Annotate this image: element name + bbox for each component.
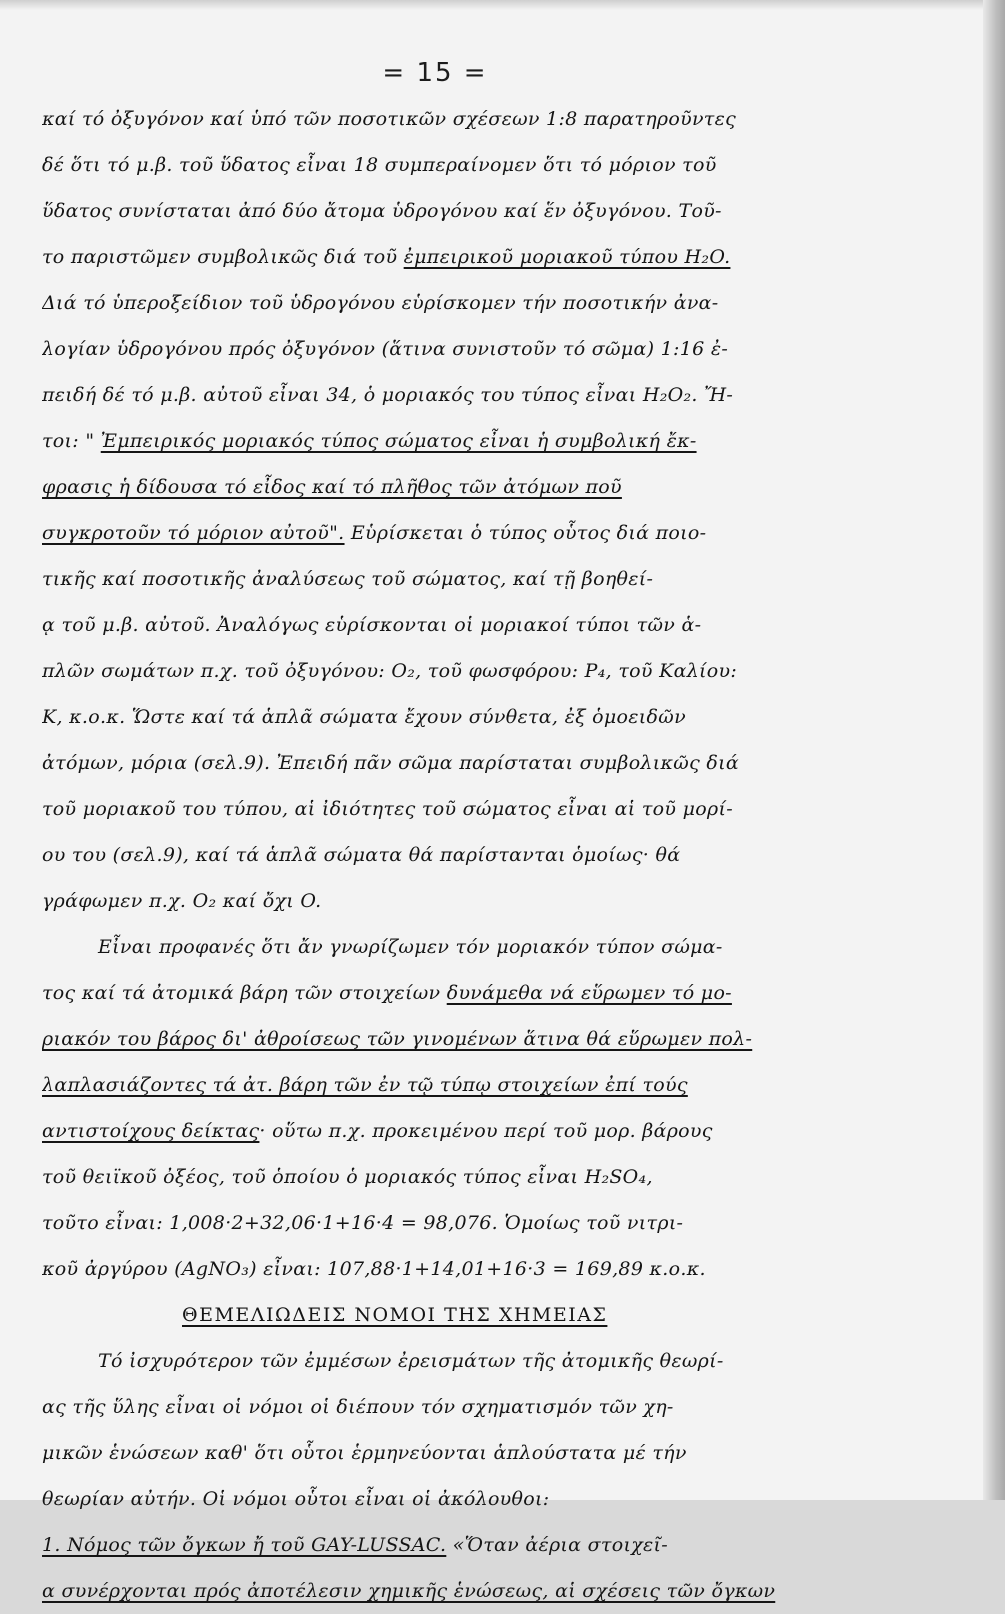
underlined-text: ριακόν του βάρος δι' ἀθροίσεως τῶν γινομένων ἅτινα θά εὕρωμεν πολ- [42,1028,753,1050]
text-segment: ου του (σελ.9), καί τά ἁπλᾶ σώματα θά παρίστανται ὁμοίως· θά [42,844,681,866]
text-segment: τοι: " [42,430,101,452]
text-segment: θεωρίαν αὐτήν. Οἱ νόμοι οὗτοι εἶναι οἱ ἀκόλουθοι: [42,1488,550,1510]
text-segment: ᾳ τοῦ μ.β. αὐτοῦ. Ἀναλόγως εὑρίσκονται οἱ μοριακοί τύποι τῶν ἁ- [42,614,702,636]
text-segment: λογίαν ὑδρογόνου πρός ὀξυγόνον (ἅτινα συνιστοῦν τό σῶμα) 1:16 ἐ- [42,338,729,360]
text-line [42,1016,832,1062]
underlined-text: δυνάμεθα νά εὕρωμεν τό μο- [446,982,732,1004]
text-line [42,1568,832,1614]
text-segment: ἀτόμων, μόρια (σελ.9). Ἐπειδή πᾶν σῶμα παρίσταται συμβολικῶς διά [42,752,739,774]
text-line [42,694,832,740]
text-line [42,1476,832,1522]
underlined-text: λαπλασιάζοντες τά ἀτ. βάρη τῶν ἐν τῷ τύπῳ στοιχείων ἐπί τούς [42,1074,688,1096]
text-line [42,1200,832,1246]
text-line [42,464,832,510]
text-segment: «Ὅταν ἀέρια στοιχεῖ- [446,1534,668,1556]
text-line [42,648,832,694]
text-line [42,280,832,326]
text-line [42,1430,832,1476]
text-segment: πλῶν σωμάτων π.χ. τοῦ ὀξυγόνου: O₂, τοῦ φωσφόρου: P₄, τοῦ Καλίου: [42,660,738,682]
text-segment: γράφωμεν π.χ. O₂ καί ὄχι O. [42,890,322,912]
text-line [42,418,832,464]
text-segment: ας τῆς ὕλης εἶναι οἱ νόμοι οἱ διέπουν τόν σχηματισμόν τῶν χη- [42,1396,674,1418]
text-line [42,1062,832,1108]
text-line [42,188,832,234]
text-segment: Διά τό ὑπεροξείδιον τοῦ ὑδρογόνου εὑρίσκομεν τήν ποσοτικήν ἀνα- [42,292,719,314]
page-number: = 15 = [382,58,488,88]
text-segment: το παριστῶμεν συμβολικῶς διά τοῦ [42,246,404,268]
text-line [42,740,832,786]
text-segment: τοῦ θειϊκοῦ ὀξέος, τοῦ ὁποίου ὁ μοριακός τύπος εἶναι H₂SO₄, [42,1166,653,1188]
text-line [42,832,832,878]
text-segment: K, κ.ο.κ. Ὥστε καί τά ἁπλᾶ σώματα ἔχουν σύνθετα, ἐξ ὁμοειδῶν [42,706,686,728]
text-segment: τικῆς καί ποσοτικῆς ἀναλύσεως τοῦ σώματος, καί τῇ βοηθεί- [42,568,654,590]
underlined-text: 1. Νόμος τῶν ὄγκων ἤ τοῦ GAY-LUSSAC. [42,1534,447,1556]
text-line [42,96,832,142]
text-segment: πειδή δέ τό μ.β. αὐτοῦ εἶναι 34, ὁ μοριακός του τύπος εἶναι H₂O₂. Ἤ- [42,384,734,406]
underlined-text: Ἐμπειρικός μοριακός τύπος σώματος εἶναι ἡ συμβολική ἔκ- [100,430,697,452]
text-line [42,1522,832,1568]
text-segment: ὕδατος συνίσταται ἀπό δύο ἄτομα ὑδρογόνου καί ἕν ὀξυγόνου. Τοῦ- [42,200,722,222]
text-line [42,786,832,832]
text-line [42,556,832,602]
text-segment: καί τό ὀξυγόνον καί ὑπό τῶν ποσοτικῶν σχέσεων 1:8 παρατηροῦντες [42,108,737,130]
section-heading [42,1292,832,1338]
text-segment: μικῶν ἑνώσεων καθ' ὅτι οὗτοι ἑρμηνεύονται ἁπλούστατα μέ τήν [42,1442,687,1464]
text-line [42,142,832,188]
underlined-text: αντιστοίχους δείκτας [42,1120,260,1142]
text-line [42,970,832,1016]
text-line [42,510,832,556]
text-segment: κοῦ ἀργύρου (AgNO₃) εἶναι: 107,88·1+14,01+16·3 = 169,89 κ.ο.κ. [42,1258,706,1280]
underlined-text: ΘΕΜΕΛΙΩΔΕΙΣ ΝΟΜΟΙ ΤΗΣ ΧΗΜΕΙΑΣ [182,1304,608,1326]
text-line [42,234,832,280]
text-segment: τοῦτο εἶναι: 1,008·2+32,06·1+16·4 = 98,076. Ὁμοίως τοῦ νιτρι- [42,1212,684,1234]
text-line [42,1108,832,1154]
text-segment: τος καί τά ἀτομικά βάρη τῶν στοιχείων [42,982,447,1004]
text-segment: · οὕτω π.χ. προκειμένου περί τοῦ μορ. βάρους [259,1120,713,1142]
text-segment: δέ ὅτι τό μ.β. τοῦ ὕδατος εἶναι 18 συμπεραίνομεν ὅτι τό μόριον τοῦ [42,154,717,176]
underlined-text: ἐμπειρικοῦ μοριακοῦ τύπου H₂O. [403,246,731,268]
text-line [42,1384,832,1430]
text-line [42,372,832,418]
underlined-text: συγκροτοῦν τό μόριον αὐτοῦ". [42,522,345,544]
text-segment: Εἶναι προφανές ὅτι ἄν γνωρίζωμεν τόν μοριακόν τύπον σώμα- [98,936,723,958]
page-top-edge [0,0,1005,10]
text-line [42,326,832,372]
underlined-text: α συνέρχονται πρός ἀποτέλεσιν χημικῆς ἑνώσεως, αἱ σχέσεις τῶν ὄγκων [42,1580,776,1602]
text-line [42,1246,832,1292]
text-line [42,1154,832,1200]
text-line [42,878,832,924]
page-binding-edge [983,0,1005,1500]
body-text [42,96,832,1614]
text-segment: τοῦ μοριακοῦ του τύπου, αἱ ἰδιότητες τοῦ σώματος εἶναι αἱ τοῦ μορί- [42,798,733,820]
underlined-text: φρασις ἡ δίδουσα τό εἶδος καί τό πλῆθος τῶν ἀτόμων ποῦ [42,476,622,498]
text-line [42,924,832,970]
text-segment: Εὑρίσκεται ὁ τύπος οὗτος διά ποιο- [344,522,707,544]
text-segment: Τό ἰσχυρότερον τῶν ἐμμέσων ἐρεισμάτων τῆς ἀτομικῆς θεωρί- [98,1350,724,1372]
text-line [42,602,832,648]
text-line [42,1338,832,1384]
